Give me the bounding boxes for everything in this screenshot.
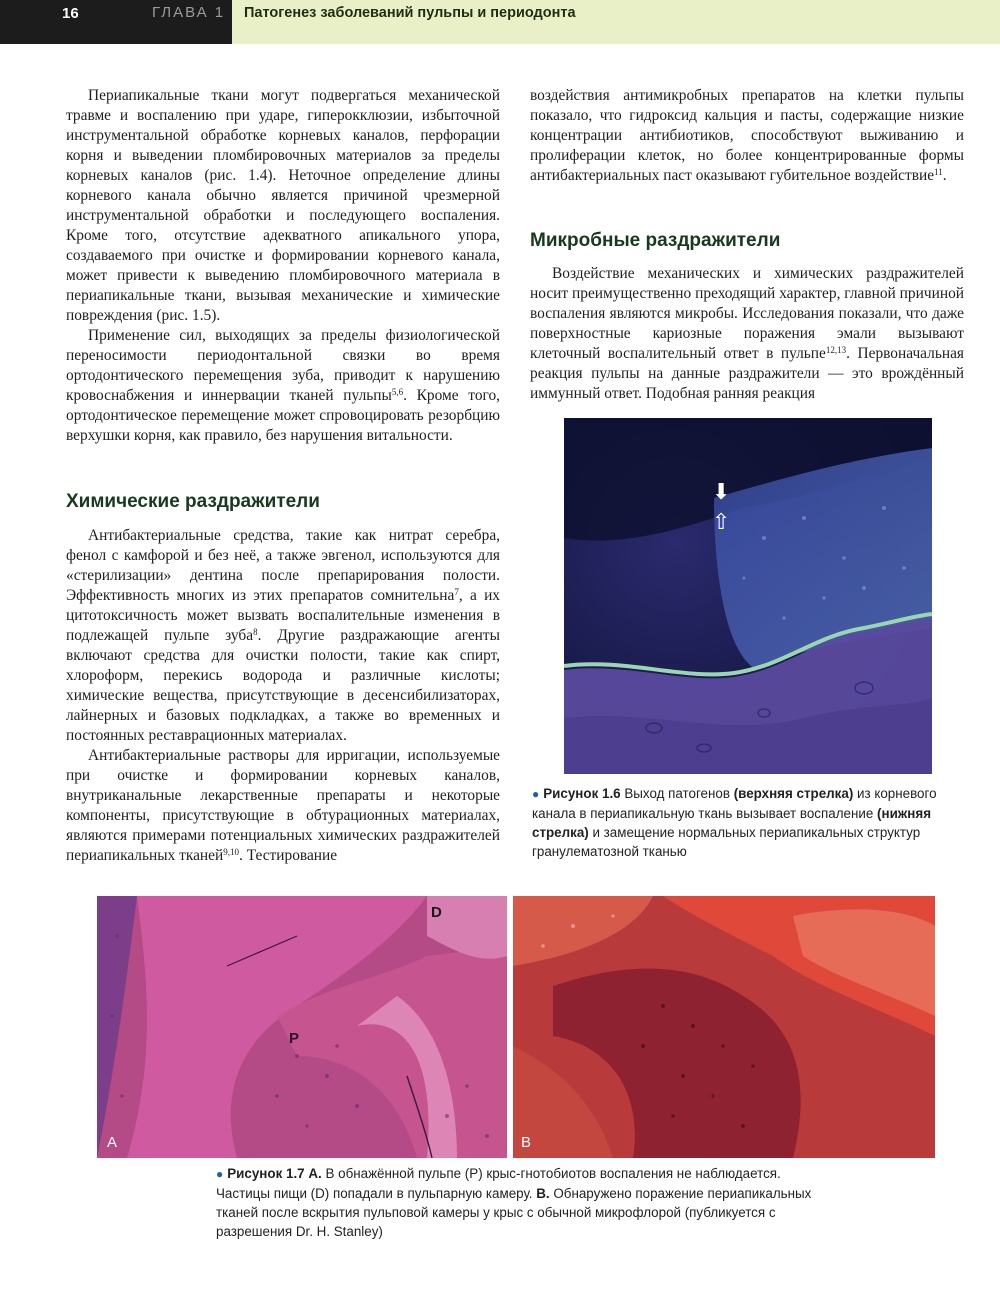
upper-arrow-icon: ⬇ [712,480,731,505]
figure-1-6-label: Рисунок 1.6 [543,786,621,801]
citation-ref: 11 [934,167,943,177]
caption-bold: B. [536,1186,550,1201]
micrograph-blue-tissue [564,418,932,774]
figure-1-7-panel-b [513,896,935,1158]
citation-ref: 8 [253,627,258,637]
caption-text: Выход патогенов [620,786,734,801]
right-p2-text-a: Воздействие механических и химических раздражителей носит преимущественно преходящий характер, главной причиной воспаления являются микробы. Исследования показали, что даже поверхностные кариозные поражения эмали вызывают клеточный воспалительный ответ в пульпе [530,265,964,362]
lower-arrow-icon: ⇧ [712,510,731,535]
right-p1-text-a: воздействия антимикробных препаратов на клетки пульпы показало, что гидроксид кальция и пасты, содержащие низкие концентрации антибиотиков, способствуют выживанию и пролиферации клеток, но более концентрированные формы антибактериальных паст оказывают губительное воздействие [530,87,964,184]
caption-text: В обнажённой пульпе (Р) крыс-гнотобиотов воспаления не наблюдается. Частицы пищи (D) попадали в пульпарную камеру. [216,1166,781,1201]
left-p4-text-b: . Тестирование [239,847,338,864]
left-paragraph-4 [66,746,500,866]
figure-1-7-panel-a [97,896,507,1158]
caption-bold: (верхняя стрелка) [733,786,854,801]
left-p3-text-b: , а их цитотоксичность может вызвать воспалительные изменения в подлежащей пульпе зуба [66,587,501,644]
left-p4-text-a: Антибактериальные растворы для ирригации, используемые при очистке и формировании корневых каналов, внутриканальные лекарственные препараты и некоторые компоненты, присутствующие в обтурационных материалах, являются примерами потенциальных химических раздражителей периапикальных тканей [66,747,500,864]
left-p1-text: Периапикальные ткани могут подвергаться механической травме и воспалению при ударе, гиперокклюзии, избыточной инструментальной обработке корневых каналов, перфорации корня и выведении пломбировочных материалов за пределы корневых каналов (рис. 1.4). Неточное определение длины корневого канала обычно является причиной чрезмерной инструментальной обработки и последующего воспаления. Кроме того, отсутствие адекватного апикального упора, создаваемого при очистке и формировании корневого канала, может привести к выведению пломбировочного материала в периапикальные ткани, вызывая механические и химические повреждения (рис. 1.5). [66,87,500,324]
micrograph-red-lesion [513,896,935,1158]
citation-ref: 9,10 [223,847,239,857]
citation-ref: 7 [454,587,459,597]
right-p2-text-b: . Первоначальная реакция пульпы на данные раздражители — это врождённый иммунный ответ. Подобная ранняя реакция [530,345,964,402]
left-paragraph-3 [66,526,500,746]
chapter-title: Патогенез заболеваний пульпы и периодонта [244,5,576,21]
panel-a-label: A [107,1134,118,1151]
figure-1-7-caption [216,1164,822,1241]
panel-b-label: B [521,1134,532,1151]
citation-ref: 5,6 [391,387,404,397]
figure-1-6-micrograph [564,418,932,774]
figure-1-6-caption [532,784,968,861]
left-p2-tail: . Кроме того, ортодонтическое перемещение может спровоцировать резорбцию верхушки корня, как правило, без нарушения витальности. [66,387,500,444]
page-number: 16 [62,5,79,22]
caption-text: из корневого канала в периапикальную ткань вызывает воспаление [532,786,937,821]
caption-bullet-icon: ● [216,1167,224,1181]
caption-bullet-icon: ● [532,787,540,801]
figure-1-7-label: Рисунок 1.7 [227,1166,305,1181]
left-p3-text-c: . Другие раздражающие агенты включают средства для очистки полости, такие как спирт, хлороформ, перекись водорода и различные кислоты; химические вещества, присутствующие в десенсибилизаторах, лайнерных и базовых подкладках, а также во временных и постоянных реставрационных материалах. [66,627,500,744]
marker-p: P [289,1030,300,1047]
left-p3-text-a: Антибактериальные средства, такие как нитрат серебра, фенол с камфорой и без неё, а также эвгенол, используются для «стерилизации» дентина после препарирования полости. Эффективность многих из этих препаратов сомнительна [66,527,500,604]
marker-d: D [431,904,442,921]
micrograph-pink-pulp [97,896,507,1158]
right-p1-text-b: . [942,167,947,184]
caption-bold: (нижняя стрелка) [532,806,932,840]
left-paragraph-2 [66,326,500,446]
right-paragraph-2 [530,264,964,404]
heading-chemical-irritants: Химические раздражители [66,491,320,512]
page-header [0,0,1000,44]
caption-text: Обнаружено поражение периапикальных тканей после вскрытия пульповой камеры у крыс с обычной микрофлорой (публикуется с разрешения Dr. H. Stanley) [216,1186,812,1239]
caption-text: и замещение нормальных периапикальных структур гранулематозной тканью [532,825,921,859]
chapter-label: ГЛАВА 1 [152,4,226,21]
caption-bold: A. [308,1166,322,1181]
heading-microbial-irritants: Микробные раздражители [530,230,781,251]
right-paragraph-1 [530,86,964,186]
left-paragraph-1 [66,86,500,326]
left-p2-text: Применение сил, выходящих за пределы физиологической переносимости периодонтальной связки во время ортодонтического перемещения зуба, приводит к нарушению кровоснабжения и иннервации тканей пульпы [66,327,500,404]
citation-ref: 12,13 [825,345,847,355]
